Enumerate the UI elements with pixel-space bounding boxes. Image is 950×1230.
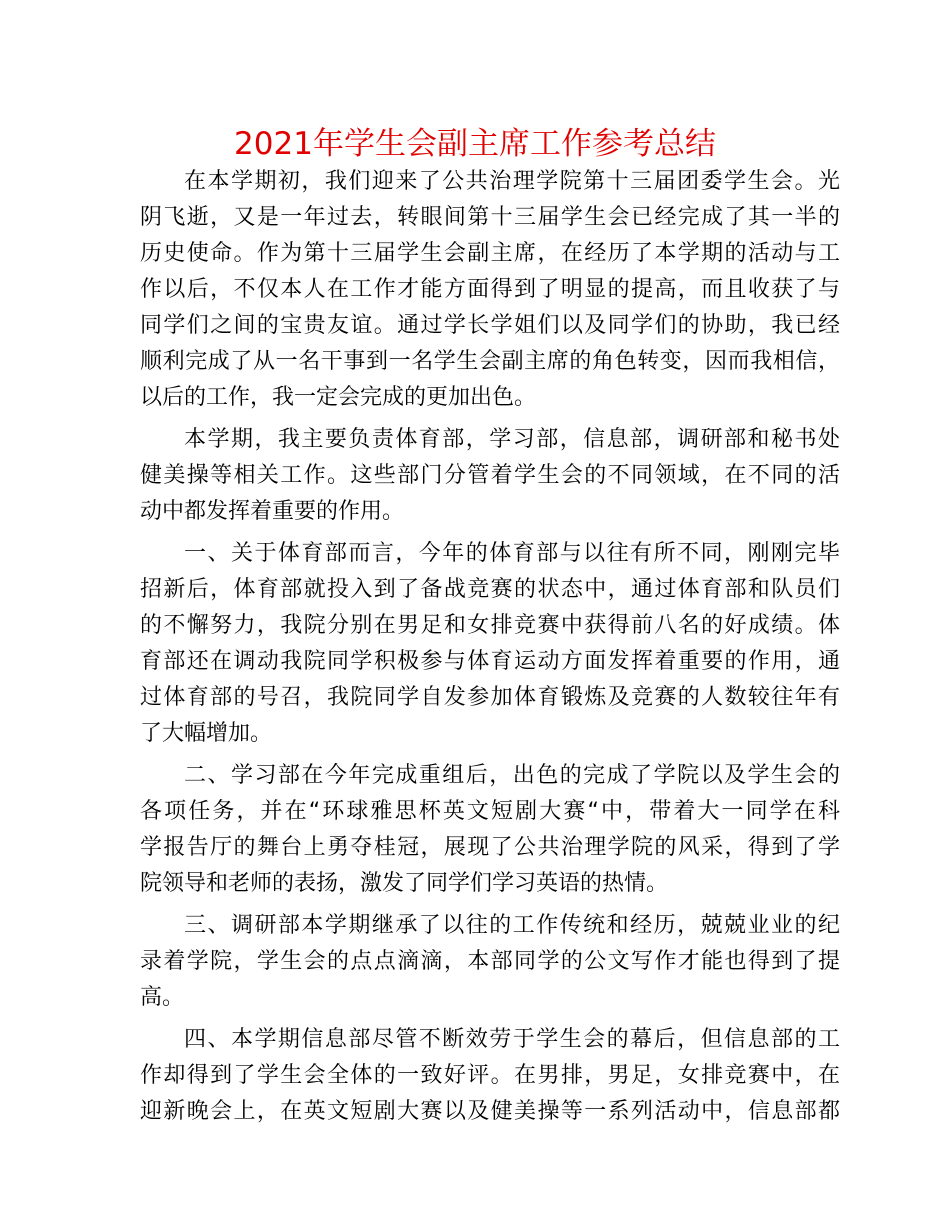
paragraph-2: [140, 422, 840, 530]
paragraph-line: 健美操等相关工作。这些部门分管着学生会的不同领域，在不同的活: [140, 463, 840, 488]
paragraph-line: 历史使命。作为第十三届学生会副主席，在经历了本学期的活动与工: [140, 241, 840, 266]
paragraph-line: 作却得到了学生会全体的一致好评。在男排，男足，女排竞赛中，在: [140, 1063, 840, 1088]
paragraph-line: 顺利完成了从一名干事到一名学生会副主席的角色转变，因而我相信，: [140, 349, 840, 374]
paragraph-line: 阴飞逝，又是一年过去，转眼间第十三届学生会已经完成了其一半的: [140, 205, 840, 230]
paragraph-line: 三、调研部本学期继承了以往的工作传统和经历，兢兢业业的纪: [184, 913, 840, 938]
paragraph-line: 本学期，我主要负责体育部，学习部，信息部，调研部和秘书处: [184, 427, 840, 452]
paragraph-line: 在本学期初，我们迎来了公共治理学院第十三届团委学生会。光: [184, 169, 840, 194]
document-title: 2021年学生会副主席工作参考总结: [234, 126, 716, 162]
paragraph-line: 院领导和老师的表扬，激发了同学们学习英语的热情。: [140, 871, 669, 896]
paragraph-4: [140, 758, 840, 902]
paragraph-line: 录着学院，学生会的点点滴滴，本部同学的公文写作才能也得到了提: [140, 949, 840, 974]
paragraph-5: [140, 908, 840, 1016]
paragraph-line: 作以后，不仅本人在工作才能方面得到了明显的提高，而且收获了与: [140, 277, 840, 302]
paragraph-line: 育部还在调动我院同学积极参与体育运动方面发挥着重要的作用，通: [140, 649, 840, 674]
paragraph-line: 高。: [140, 985, 185, 1010]
paragraph-line: 同学们之间的宝贵友谊。通过学长学姐们以及同学们的协助，我已经: [140, 313, 840, 338]
paragraph-1: [140, 164, 840, 416]
paragraph-line: 招新后，体育部就投入到了备战竞赛的状态中，通过体育部和队员们: [140, 577, 840, 602]
paragraph-line: 的不懈努力，我院分别在男足和女排竞赛中获得前八名的好成绩。体: [140, 613, 840, 638]
paragraph-6: [140, 1022, 840, 1130]
document-body: [140, 164, 840, 1136]
paragraph-line: 了大幅增加。: [140, 721, 273, 746]
paragraph-line: 四、本学期信息部尽管不断效劳于学生会的幕后，但信息部的工: [184, 1027, 840, 1052]
paragraph-line: 二、学习部在今年完成重组后，出色的完成了学院以及学生会的: [184, 763, 840, 788]
paragraph-line: 一、关于体育部而言，今年的体育部与以往有所不同，刚刚完毕: [184, 541, 840, 566]
paragraph-line: 各项任务，并在“环球雅思杯英文短剧大赛“中，带着大一同学在科: [140, 799, 840, 824]
paragraph-3: [140, 536, 840, 752]
paragraph-line: 迎新晚会上，在英文短剧大赛以及健美操等一系列活动中，信息部都: [140, 1099, 840, 1124]
paragraph-line: 动中都发挥着重要的作用。: [140, 499, 405, 524]
paragraph-line: 过体育部的号召，我院同学自发参加体育锻炼及竞赛的人数较往年有: [140, 685, 840, 710]
paragraph-line: 以后的工作，我一定会完成的更加出色。: [140, 385, 537, 410]
paragraph-line: 学报告厅的舞台上勇夺桂冠，展现了公共治理学院的风采，得到了学: [140, 835, 840, 860]
